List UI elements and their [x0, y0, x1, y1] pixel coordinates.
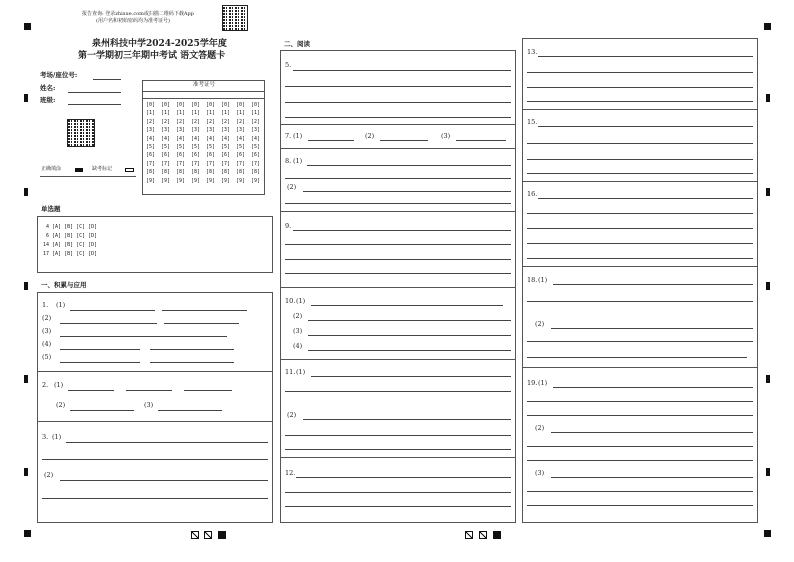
q11-answer-line[interactable] — [311, 376, 511, 377]
exam-number-bubble[interactable]: [2] — [145, 118, 156, 125]
exam-number-bubble[interactable]: [4] — [235, 135, 246, 142]
exam-number-bubble[interactable]: [0] — [250, 102, 261, 108]
exam-number-column[interactable] — [175, 101, 186, 185]
exam-number-bubble[interactable]: [1] — [175, 110, 186, 117]
q13-number: 13. — [527, 48, 538, 56]
timing-mark — [766, 94, 770, 102]
exam-number-bubble[interactable]: [9] — [220, 177, 231, 184]
q18-answer-line[interactable] — [551, 328, 753, 329]
q-separator — [281, 359, 515, 360]
student-qr-code-icon — [67, 119, 95, 147]
q1-answer-line[interactable] — [60, 336, 227, 337]
name-label: 姓名: — [40, 84, 56, 92]
exam-number-bubble[interactable]: [3] — [175, 127, 186, 134]
page-marker-slashed — [465, 531, 473, 539]
q3-answer-line[interactable] — [60, 480, 268, 481]
exam-number-bubble[interactable]: [6] — [190, 152, 201, 159]
exam-number-bubble[interactable]: [3] — [205, 127, 216, 134]
q5-answer-line[interactable] — [285, 117, 511, 118]
page-marker-slashed — [204, 531, 212, 539]
corner-mark-bottom-right — [764, 530, 771, 537]
q1-sub5: (5) — [42, 353, 52, 361]
exam-title-line1: 泉州科技中学2024-2025学年度 — [92, 39, 227, 49]
q-separator — [523, 109, 757, 110]
exam-number-bubble[interactable]: [6] — [160, 152, 171, 159]
exam-number-bubble[interactable]: [8] — [145, 169, 156, 176]
q8-answer-line[interactable] — [285, 178, 511, 179]
exam-number-bubble[interactable]: [7] — [205, 160, 216, 167]
exam-number-bubble[interactable]: [6] — [175, 152, 186, 159]
name-field[interactable] — [68, 92, 121, 93]
exam-number-label: 准考证号 — [193, 82, 216, 88]
report-notice-line2: (用户名和初始密码均为准考证号) — [96, 18, 170, 24]
report-notice-line1: 报告查询: 登录zhixue.com或扫描二维码下载App — [82, 11, 194, 17]
page-marker-filled — [218, 531, 226, 539]
exam-number-bubbles[interactable] — [145, 101, 265, 191]
q16-answer-line[interactable] — [527, 228, 753, 229]
timing-mark — [24, 282, 28, 290]
exam-number-bubble[interactable]: [0] — [205, 102, 216, 108]
exam-number-bubble[interactable]: [4] — [250, 135, 261, 142]
exam-number-bubble[interactable]: [7] — [160, 160, 171, 167]
q19-answer-line[interactable] — [527, 401, 753, 402]
q1-answer-line[interactable] — [162, 310, 247, 311]
q12-answer-line[interactable] — [285, 506, 511, 507]
exam-number-bubble[interactable]: [3] — [145, 127, 156, 134]
q16-answer-line[interactable] — [527, 258, 753, 259]
timing-mark — [766, 375, 770, 383]
q8-number: 8. — [285, 157, 292, 165]
exam-number-bubble[interactable]: [3] — [190, 127, 201, 134]
q1-sub3: (3) — [42, 327, 52, 335]
mc-section-title: 单选题 — [41, 205, 61, 213]
q18-sub1: (1) — [538, 276, 548, 284]
corner-mark-top-left — [24, 23, 31, 30]
q1-number: 1. — [42, 301, 49, 309]
q1-sub2: (2) — [42, 314, 52, 322]
q3-sub2: (2) — [44, 471, 54, 479]
mc-row-q17[interactable]: 17 [A] [B] [C] [D] — [43, 251, 98, 257]
exam-number-bubble[interactable]: [8] — [190, 169, 201, 176]
q2-sub2: (2) — [56, 401, 66, 409]
q19-answer-line[interactable] — [551, 432, 753, 433]
exam-number-column[interactable] — [220, 101, 231, 185]
page-marker-slashed — [479, 531, 487, 539]
section2-title: 二、阅读 — [284, 40, 310, 48]
exam-number-bubble[interactable]: [0] — [175, 102, 186, 108]
q1-answer-line[interactable] — [70, 310, 155, 311]
exam-number-bubble[interactable]: [6] — [250, 152, 261, 159]
exam-number-bubble[interactable]: [1] — [145, 110, 156, 117]
exam-number-bubble[interactable]: [6] — [220, 152, 231, 159]
q3-answer-line[interactable] — [42, 498, 268, 499]
exam-number-column[interactable] — [235, 101, 246, 185]
q10-sub1: (1) — [296, 297, 306, 305]
q11-sub1: (1) — [296, 368, 306, 376]
exam-number-bubble[interactable]: [0] — [235, 102, 246, 108]
room-seat-label: 考场/座位号: — [40, 71, 78, 79]
q8-answer-line[interactable] — [307, 165, 511, 166]
exam-number-bubble[interactable]: [2] — [190, 118, 201, 125]
q1-answer-line[interactable] — [150, 349, 234, 350]
timing-mark — [24, 94, 28, 102]
exam-number-bubble[interactable]: [5] — [205, 143, 216, 150]
q3-number: 3. — [42, 433, 49, 441]
section1-answer-box — [37, 292, 273, 523]
q2-answer-line[interactable] — [126, 390, 172, 391]
exam-number-bubble[interactable]: [8] — [250, 169, 261, 176]
mc-row-q14[interactable]: 14 [A] [B] [C] [D] — [43, 242, 98, 248]
q1-answer-line[interactable] — [60, 362, 140, 363]
q19-number: 19. — [527, 379, 538, 387]
q-separator — [523, 266, 757, 267]
q19-sub3: (3) — [535, 469, 545, 477]
exam-number-bubble[interactable]: [4] — [145, 135, 156, 142]
page-marker-slashed — [191, 531, 199, 539]
q2-answer-line[interactable] — [158, 410, 222, 411]
exam-number-bubble[interactable]: [6] — [235, 152, 246, 159]
q15-answer-line[interactable] — [538, 126, 753, 127]
correct-fill-sample-icon — [75, 168, 83, 172]
q7-sub1: (1) — [293, 132, 303, 140]
class-field[interactable] — [68, 104, 121, 105]
exam-number-bubble[interactable]: [3] — [220, 127, 231, 134]
exam-number-bubble[interactable]: [5] — [235, 143, 246, 150]
exam-number-bubble[interactable]: [7] — [235, 160, 246, 167]
exam-title-line2: 第一学期初三年期中考试 语文答题卡 — [78, 51, 226, 61]
exam-number-bubble[interactable]: [2] — [175, 118, 186, 125]
exam-number-bubble[interactable]: [9] — [160, 177, 171, 184]
q19-answer-line[interactable] — [527, 460, 753, 461]
q-separator — [523, 181, 757, 182]
q19-answer-line[interactable] — [527, 505, 753, 506]
timing-mark — [24, 188, 28, 196]
exam-number-bubble[interactable]: [3] — [250, 127, 261, 134]
timing-mark — [24, 468, 28, 476]
room-seat-field[interactable] — [93, 79, 121, 80]
exam-number-bubble[interactable]: [4] — [190, 135, 201, 142]
q11-answer-line[interactable] — [303, 419, 511, 420]
q-separator — [38, 421, 272, 422]
exam-number-bubble[interactable]: [9] — [175, 177, 186, 184]
q8-sub2: (2) — [287, 183, 297, 191]
exam-number-bubble[interactable]: [5] — [220, 143, 231, 150]
exam-number-bubble[interactable]: [8] — [175, 169, 186, 176]
q7-sub3: (3) — [441, 132, 451, 140]
section3-answer-box — [522, 38, 758, 523]
mc-row-q4[interactable]: 4 [A] [B] [C] [D] — [46, 224, 98, 230]
q19-answer-line[interactable] — [527, 491, 753, 492]
exam-number-bubble[interactable]: [7] — [175, 160, 186, 167]
exam-number-bubble[interactable]: [6] — [205, 152, 216, 159]
q18-number: 18. — [527, 276, 538, 284]
exam-number-bubble[interactable]: [5] — [145, 143, 156, 150]
exam-number-bubble[interactable]: [0] — [160, 102, 171, 108]
q12-number: 12. — [285, 469, 296, 477]
exam-number-bubble[interactable]: [6] — [145, 152, 156, 159]
exam-number-column[interactable] — [190, 101, 201, 185]
exam-number-bubble[interactable]: [1] — [250, 110, 261, 117]
q8-answer-line[interactable] — [285, 203, 511, 204]
timing-mark — [766, 468, 770, 476]
q9-answer-line[interactable] — [285, 273, 511, 274]
q15-answer-line[interactable] — [527, 159, 753, 160]
exam-number-bubble[interactable]: [1] — [235, 110, 246, 117]
q1-answer-line[interactable] — [164, 323, 239, 324]
q1-answer-line[interactable] — [150, 362, 234, 363]
q5-answer-line[interactable] — [285, 86, 511, 87]
q10-answer-line[interactable] — [308, 335, 511, 336]
q5-answer-line[interactable] — [285, 102, 511, 103]
exam-number-bubble[interactable]: [5] — [175, 143, 186, 150]
q19-sub1: (1) — [538, 379, 548, 387]
q2-answer-line[interactable] — [184, 390, 232, 391]
q19-sub2: (2) — [535, 424, 545, 432]
q16-answer-line[interactable] — [527, 243, 753, 244]
q-separator — [38, 371, 272, 372]
q5-answer-line[interactable] — [293, 70, 511, 71]
q10-answer-line[interactable] — [308, 350, 511, 351]
fill-legend — [40, 166, 136, 175]
exam-number-column[interactable] — [145, 101, 156, 185]
q11-answer-line[interactable] — [285, 449, 511, 450]
q18-answer-line[interactable] — [527, 301, 753, 302]
q7-number: 7. — [285, 132, 292, 140]
app-qr-code-icon — [222, 5, 248, 31]
q5-number: 5. — [285, 61, 292, 69]
exam-number-bubble[interactable]: [1] — [205, 110, 216, 117]
exam-number-bubble[interactable]: [1] — [220, 110, 231, 117]
exam-number-column[interactable] — [250, 101, 261, 185]
exam-number-grid — [142, 80, 265, 195]
q11-answer-line[interactable] — [285, 391, 511, 392]
q-separator — [523, 367, 757, 368]
q10-sub2: (2) — [293, 312, 303, 320]
q18-answer-line[interactable] — [527, 341, 753, 342]
exam-number-column[interactable] — [205, 101, 216, 185]
exam-number-bubble[interactable]: [0] — [220, 102, 231, 108]
q10-sub3: (3) — [293, 327, 303, 335]
q3-answer-line[interactable] — [66, 442, 268, 443]
corner-mark-top-right — [764, 23, 771, 30]
q10-answer-line[interactable] — [308, 320, 511, 321]
exam-number-bubble[interactable]: [2] — [235, 118, 246, 125]
q-separator — [281, 287, 515, 288]
q10-sub4: (4) — [293, 342, 303, 350]
exam-number-bubble[interactable]: [4] — [220, 135, 231, 142]
exam-number-bubble[interactable]: [1] — [190, 110, 201, 117]
q18-sub2: (2) — [535, 320, 545, 328]
section2-answer-box — [280, 50, 516, 523]
page-marker-filled — [493, 531, 501, 539]
exam-number-bubble[interactable]: [8] — [160, 169, 171, 176]
q-separator — [281, 124, 515, 125]
exam-number-bubble[interactable]: [4] — [160, 135, 171, 142]
exam-number-bubble[interactable]: [7] — [145, 160, 156, 167]
timing-mark — [766, 282, 770, 290]
exam-number-bubble[interactable]: [8] — [220, 169, 231, 176]
q2-number: 2. — [42, 381, 49, 389]
q9-answer-line[interactable] — [293, 230, 511, 231]
q9-answer-line[interactable] — [285, 259, 511, 260]
exam-number-bubble[interactable]: [5] — [160, 143, 171, 150]
q1-answer-line[interactable] — [60, 349, 140, 350]
q3-sub1: (1) — [52, 433, 62, 441]
corner-mark-bottom-left — [24, 530, 31, 537]
exam-number-bubble[interactable]: [0] — [190, 102, 201, 108]
q16-number: 16. — [527, 190, 538, 198]
exam-number-column[interactable] — [160, 101, 171, 185]
q19-answer-line[interactable] — [527, 446, 753, 447]
exam-number-bubble[interactable]: [7] — [250, 160, 261, 167]
q18-answer-line[interactable] — [527, 357, 747, 358]
exam-number-bubble[interactable]: [9] — [190, 177, 201, 184]
q1-sub1: (1) — [56, 301, 66, 309]
exam-number-bubble[interactable]: [3] — [160, 127, 171, 134]
q15-answer-line[interactable] — [527, 143, 753, 144]
exam-number-bubble[interactable]: [8] — [235, 169, 246, 176]
q10-number: 10. — [285, 297, 296, 305]
q15-number: 15. — [527, 118, 538, 126]
correct-fill-label: 正确填涂 — [41, 166, 62, 172]
mc-answer-box — [37, 216, 273, 273]
exam-number-bubble[interactable]: [8] — [205, 169, 216, 176]
q11-answer-line[interactable] — [285, 435, 511, 436]
q11-number: 11. — [285, 368, 296, 376]
q7-answer-line[interactable] — [308, 140, 354, 141]
q8-answer-line[interactable] — [303, 191, 511, 192]
q16-answer-line[interactable] — [538, 198, 753, 199]
q16-answer-line[interactable] — [527, 213, 753, 214]
q-separator — [281, 211, 515, 212]
q2-sub3: (3) — [144, 401, 154, 409]
absent-mark-label: 缺考标记 — [92, 166, 113, 172]
timing-mark — [24, 375, 28, 383]
q2-answer-line[interactable] — [70, 410, 134, 411]
q12-answer-line[interactable] — [285, 492, 511, 493]
q11-sub2: (2) — [287, 411, 297, 419]
q2-sub1: (1) — [54, 381, 64, 389]
q7-answer-line[interactable] — [380, 140, 428, 141]
q2-answer-line[interactable] — [68, 390, 114, 391]
q-separator — [281, 148, 515, 149]
q19-answer-line[interactable] — [551, 477, 753, 478]
exam-number-bubble[interactable]: [4] — [175, 135, 186, 142]
exam-number-bubble[interactable]: [1] — [160, 110, 171, 117]
timing-mark — [766, 188, 770, 196]
q7-sub2: (2) — [365, 132, 375, 140]
mc-row-q6[interactable]: 6 [A] [B] [C] [D] — [46, 233, 98, 239]
q13-answer-line[interactable] — [527, 72, 753, 73]
exam-number-bubble[interactable]: [2] — [160, 118, 171, 125]
q15-answer-line[interactable] — [527, 173, 753, 174]
absent-mark-box[interactable] — [125, 168, 134, 172]
q10-answer-line[interactable] — [311, 305, 503, 306]
q19-answer-line[interactable] — [527, 415, 753, 416]
exam-number-bubble[interactable]: [0] — [145, 102, 156, 108]
legend-separator — [40, 176, 136, 177]
q-separator — [281, 457, 515, 458]
exam-number-bubble[interactable]: [2] — [205, 118, 216, 125]
q13-answer-line[interactable] — [527, 101, 753, 102]
exam-number-bubble[interactable]: [4] — [205, 135, 216, 142]
q13-answer-line[interactable] — [527, 87, 753, 88]
q9-number: 9. — [285, 222, 292, 230]
exam-number-bubble[interactable]: [7] — [220, 160, 231, 167]
section1-title: 一、积累与应用 — [41, 281, 87, 289]
q8-sub1: (1) — [293, 157, 303, 165]
q18-answer-line[interactable] — [553, 284, 753, 285]
exam-number-bubble[interactable]: [9] — [205, 177, 216, 184]
exam-number-bubble[interactable]: [5] — [190, 143, 201, 150]
exam-number-bubble[interactable]: [9] — [250, 177, 261, 184]
exam-number-bubble[interactable]: [5] — [250, 143, 261, 150]
q13-answer-line[interactable] — [538, 56, 753, 57]
exam-number-bubble[interactable]: [9] — [235, 177, 246, 184]
q1-sub4: (4) — [42, 340, 52, 348]
exam-number-bubble[interactable]: [2] — [220, 118, 231, 125]
exam-number-bubble[interactable]: [9] — [145, 177, 156, 184]
class-label: 班级: — [40, 96, 56, 104]
q1-answer-line[interactable] — [60, 323, 157, 324]
exam-number-bubble[interactable]: [2] — [250, 118, 261, 125]
exam-number-bubble[interactable]: [7] — [190, 160, 201, 167]
exam-number-bubble[interactable]: [3] — [235, 127, 246, 134]
q19-answer-line[interactable] — [553, 387, 753, 388]
q12-answer-line[interactable] — [296, 477, 511, 478]
q7-answer-line[interactable] — [456, 140, 506, 141]
q9-answer-line[interactable] — [285, 244, 511, 245]
q3-answer-line[interactable] — [42, 459, 268, 460]
